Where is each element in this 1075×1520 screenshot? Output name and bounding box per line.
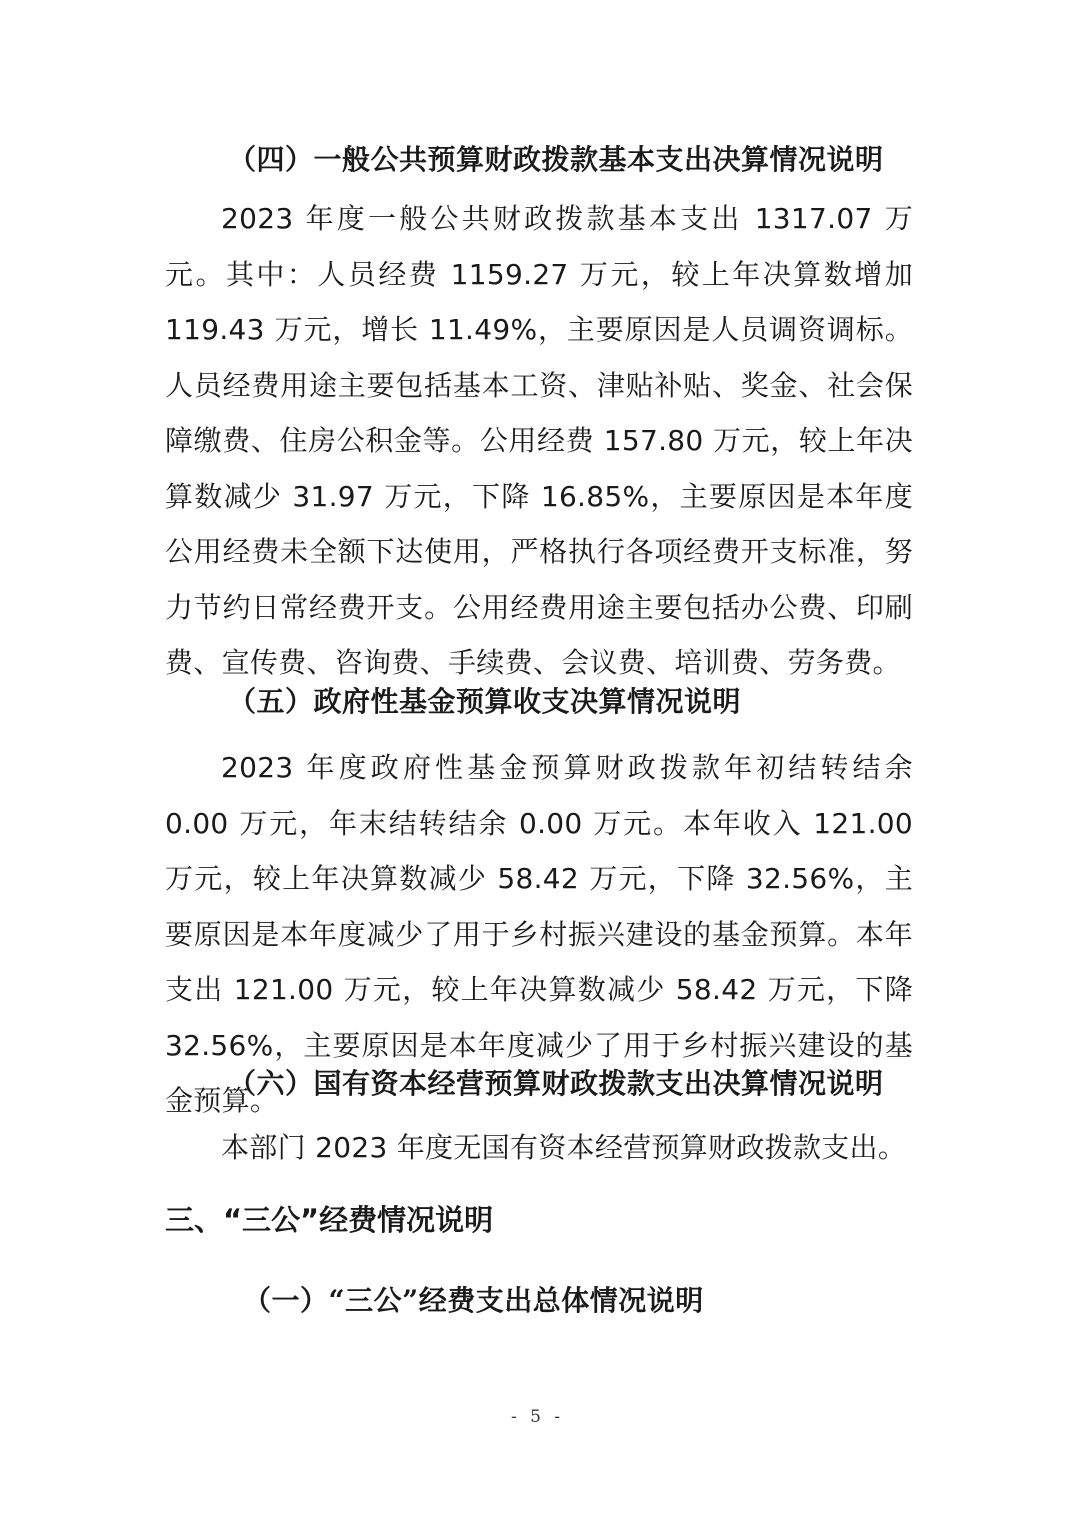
section-body-4: 2023 年度一般公共财政拨款基本支出 1317.07 万元。其中：人员经费 1159.27 万元，较上年决算数增加 119.43 万元，增长 11.49%，主要原因是人员调资调标。人员经费用途主要包括基本工资、津贴补贴、奖金、社会保障缴费、住房公积金等。公用经费 157.80 万元，较上年决算数减少 31.97 万元，下降 16.85%，主要原因是本年度公用经费未全额下达使用，严格执行各项经费开支标准，努力节约日常经费开支。公用经费用途主要包括办公费、印刷费、宣传费、咨询费、手续费、会议费、培训费、劳务费。 — [165, 202, 913, 679]
page-number: - 5 - — [510, 1407, 565, 1427]
part-title-three: 三、“三公”经费情况说明 — [165, 1203, 494, 1237]
section-body-5: 2023 年度政府性基金预算财政拨款年初结转结余 0.00 万元，年末结转结余 0.00 万元。本年收入 121.00 万元，较上年决算数减少 58.42 万元，下降 32.56%，主要原因是本年度减少了用于乡村振兴建设的基金预算。本年支出 121.00 万元，较上年决算数减少 58.42 万元，下降 32.56%，主要原因是本年度减少了用于乡村振兴建设的基金预算。 — [165, 751, 913, 1117]
section-heading-4: （四）一般公共预算财政拨款基本支出决算情况说明 — [228, 143, 884, 176]
section-body-6: 本部门 2023 年度无国有资本经营预算财政拨款支出。 — [221, 1131, 907, 1164]
section-heading-6: （六）国有资本经营预算财政拨款支出决算情况说明 — [228, 1067, 884, 1100]
subsection-heading-1: （一）“三公”经费支出总体情况说明 — [243, 1284, 704, 1317]
section-heading-5: （五）政府性基金预算收支决算情况说明 — [228, 685, 742, 718]
